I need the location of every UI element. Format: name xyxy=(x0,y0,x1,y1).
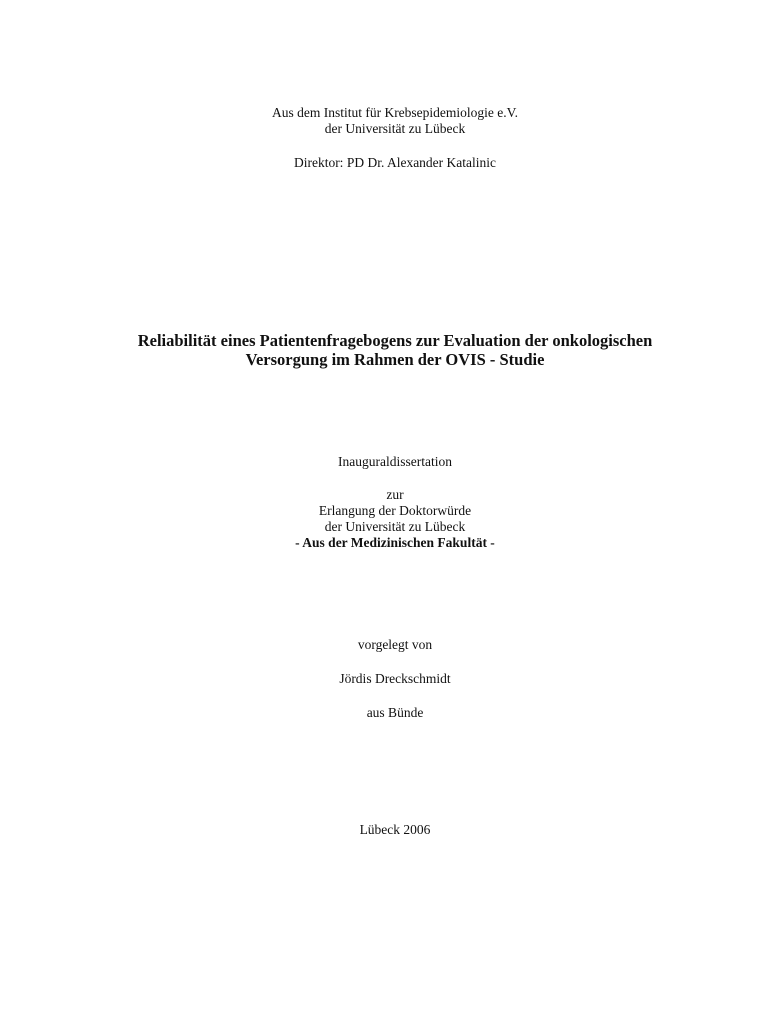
thesis-title-line-2: Versorgung im Rahmen der OVIS - Studie xyxy=(245,350,545,369)
presented-by-label: vorgelegt von xyxy=(357,637,433,652)
thesis-title-line-1: Reliabilität eines Patientenfragebogens zur Evaluation der onkologischen xyxy=(137,331,653,350)
director-line: Direktor: PD Dr. Alexander Katalinic xyxy=(293,155,497,170)
institute-line-1: Aus dem Institut für Krebsepidemiologie e.V. xyxy=(271,105,519,120)
dissertation-zur: zur xyxy=(386,487,404,502)
dissertation-purpose: Erlangung der Doktorwürde xyxy=(318,503,472,518)
dissertation-type: Inauguraldissertation xyxy=(338,454,452,469)
place-and-year: Lübeck 2006 xyxy=(359,822,431,837)
author-name: Jördis Dreckschmidt xyxy=(339,671,451,686)
dissertation-faculty: - Aus der Medizinischen Fakultät - xyxy=(295,535,495,550)
dissertation-university: der Universität zu Lübeck xyxy=(324,519,466,534)
institute-line-2: der Universität zu Lübeck xyxy=(324,121,466,136)
author-origin: aus Bünde xyxy=(366,705,424,720)
